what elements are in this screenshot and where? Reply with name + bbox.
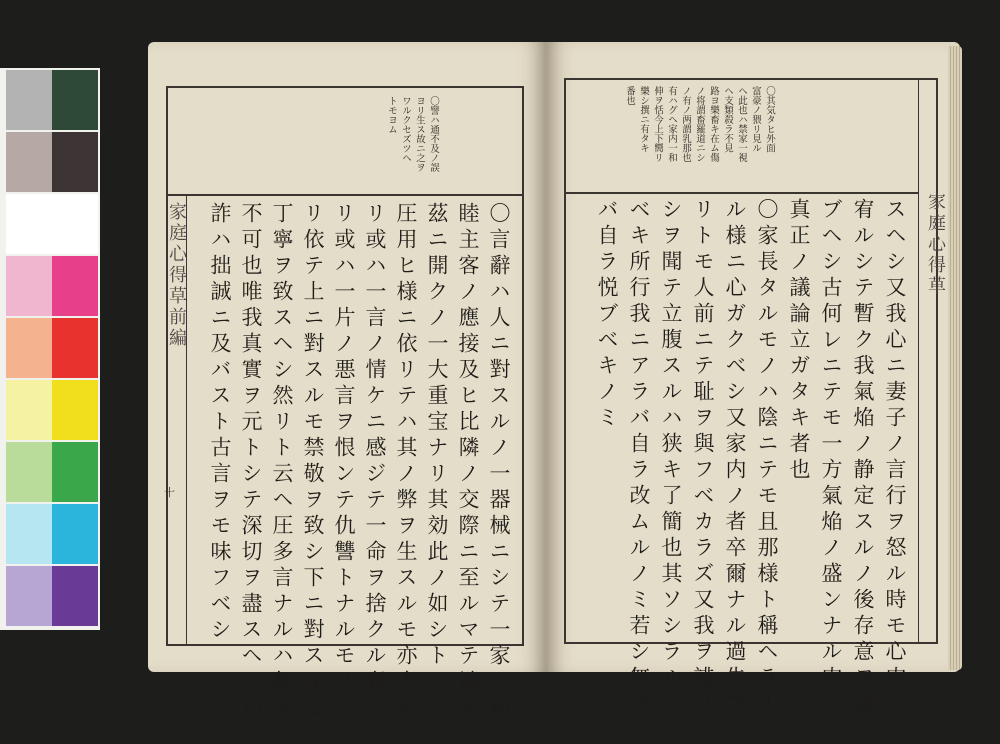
folio-number: 十: [164, 486, 175, 499]
running-title: 家庭心得草: [925, 192, 946, 297]
right-header-rule: [564, 192, 918, 194]
left-note-col: ワルクセズツヘ: [400, 96, 411, 163]
right-note-col: 樂シ撰ニ有タキ: [638, 86, 649, 153]
color-swatch: [6, 504, 52, 564]
right-page-frame: [564, 78, 938, 644]
right-text-col: バ自ラ悦ブベキノミ: [595, 198, 619, 432]
right-note-col: 富豪ノ猥リ見ル: [750, 86, 761, 153]
left-text-col: 茲ニ開クノ一大重宝ナリ其効此ノ如シトイヘ: [425, 202, 449, 722]
right-note-col: ノ将謂畜羅道ニシ: [694, 86, 705, 162]
right-text-col: 宥ルシテ暫ク我氣焔ノ静定スルノ後存意ヲ述: [851, 198, 875, 718]
color-swatch: [6, 566, 52, 626]
color-swatch: [6, 132, 52, 192]
left-text-col: 詐ハ拙誠ニ及バスト古言ヲモ味フベシ: [208, 202, 232, 644]
open-book: [148, 42, 960, 744]
left-header-rule: [166, 194, 522, 196]
right-text-col: 〇家長タルモノハ陰ニテモ且那様ト稱ヘラル: [755, 198, 779, 718]
right-text-col: スヘシ又我心ニ妻子ノ言行ヲ怒ル時モ心内ニ: [883, 198, 907, 718]
left-side-title: 家庭心得草前編: [166, 202, 187, 349]
color-swatch: [6, 194, 98, 254]
right-note-col: 〇其気タヒ外面: [764, 86, 775, 153]
right-note-col: 路ヨ樂畜キ在ム傷: [708, 86, 719, 162]
color-swatch: [6, 318, 52, 378]
left-page: [148, 42, 546, 722]
color-swatch: [52, 256, 98, 316]
left-text-col: 睦主客ノ應接及ヒ比隣ノ交際ニ至ルマテ端ヲ: [456, 202, 480, 722]
left-note-col: 〇譬ハ通不及ノ誤: [428, 96, 439, 172]
color-swatch: [52, 566, 98, 626]
color-swatch: [52, 442, 98, 502]
right-text-col: 真正ノ議論立ガタキ者也: [787, 198, 811, 484]
color-swatch: [6, 380, 52, 440]
right-note-col: ノ有ノ两謂乳那也: [680, 86, 691, 162]
color-swatch: [52, 70, 98, 130]
left-text-col: 〇言辭ハ人ニ對スルノ一器械ニシテ一家ノ和: [487, 202, 511, 722]
color-calibration-chart: [0, 68, 100, 630]
right-text-col: ル様ニ心ガクベシ又家内ノ者卒爾ナル過失ア: [723, 198, 747, 718]
color-swatch: [52, 132, 98, 192]
page-edges: [948, 46, 962, 670]
right-page: [546, 42, 960, 744]
color-swatch: [52, 318, 98, 378]
right-note-col: 番也: [624, 86, 635, 105]
left-text-col: 圧用ヒ様ニ依リテハ其ノ弊ヲ生スルモ亦大ナ: [394, 202, 418, 722]
left-note-col: トモヨム: [386, 96, 397, 134]
right-note-col: ヘ支類殺ラ不見: [722, 86, 733, 153]
left-text-col: リ或ハ一言ノ情ケニ感ジテ一命ヲ捨クル者ア: [363, 202, 387, 722]
right-text-col: シヲ聞テ立腹スルハ狭キ了簡也其ソシラル: [659, 198, 683, 692]
left-text-col: リ依テ上ニ對スルモ禁敬ヲ致シ下ニ對スルモ: [301, 202, 325, 722]
color-swatch: [52, 380, 98, 440]
left-text-col: 不可也唯我真實ヲ元トシテ深切ヲ盡スヘシ巧: [239, 202, 263, 722]
color-swatch: [6, 70, 52, 130]
left-text-col: 丁寧ヲ致スヘシ然リト云ヘ圧多言ナルハ却テ: [270, 202, 294, 722]
color-swatch: [52, 504, 98, 564]
color-swatch: [6, 442, 52, 502]
right-note-col: 有ハグヘ家内一和: [666, 86, 677, 162]
right-side-rule: [918, 78, 919, 642]
left-note-col: ヨリ生ス故ニ之ヲ: [414, 96, 425, 172]
right-note-col: 伸ヲ恬今上下嚮リ: [652, 86, 663, 162]
right-note-col: ヘ此也ハ禁家一視: [736, 86, 747, 162]
right-text-col: ブヘシ古何レニテモ一方氣焔ノ盛ンナル内ハ: [819, 198, 843, 718]
left-text-col: リ或ハ一片ノ悪言ヲ恨ンテ仇讐トナルモノア: [332, 202, 356, 722]
right-text-col: ベキ所行我ニアラバ自ラ改ムルノミ若シ無クン: [627, 198, 651, 744]
color-swatch: [6, 256, 52, 316]
right-text-col: リトモ人前ニテ耻ヲ與フベカラズ又我ヲ誹リ: [691, 198, 715, 718]
